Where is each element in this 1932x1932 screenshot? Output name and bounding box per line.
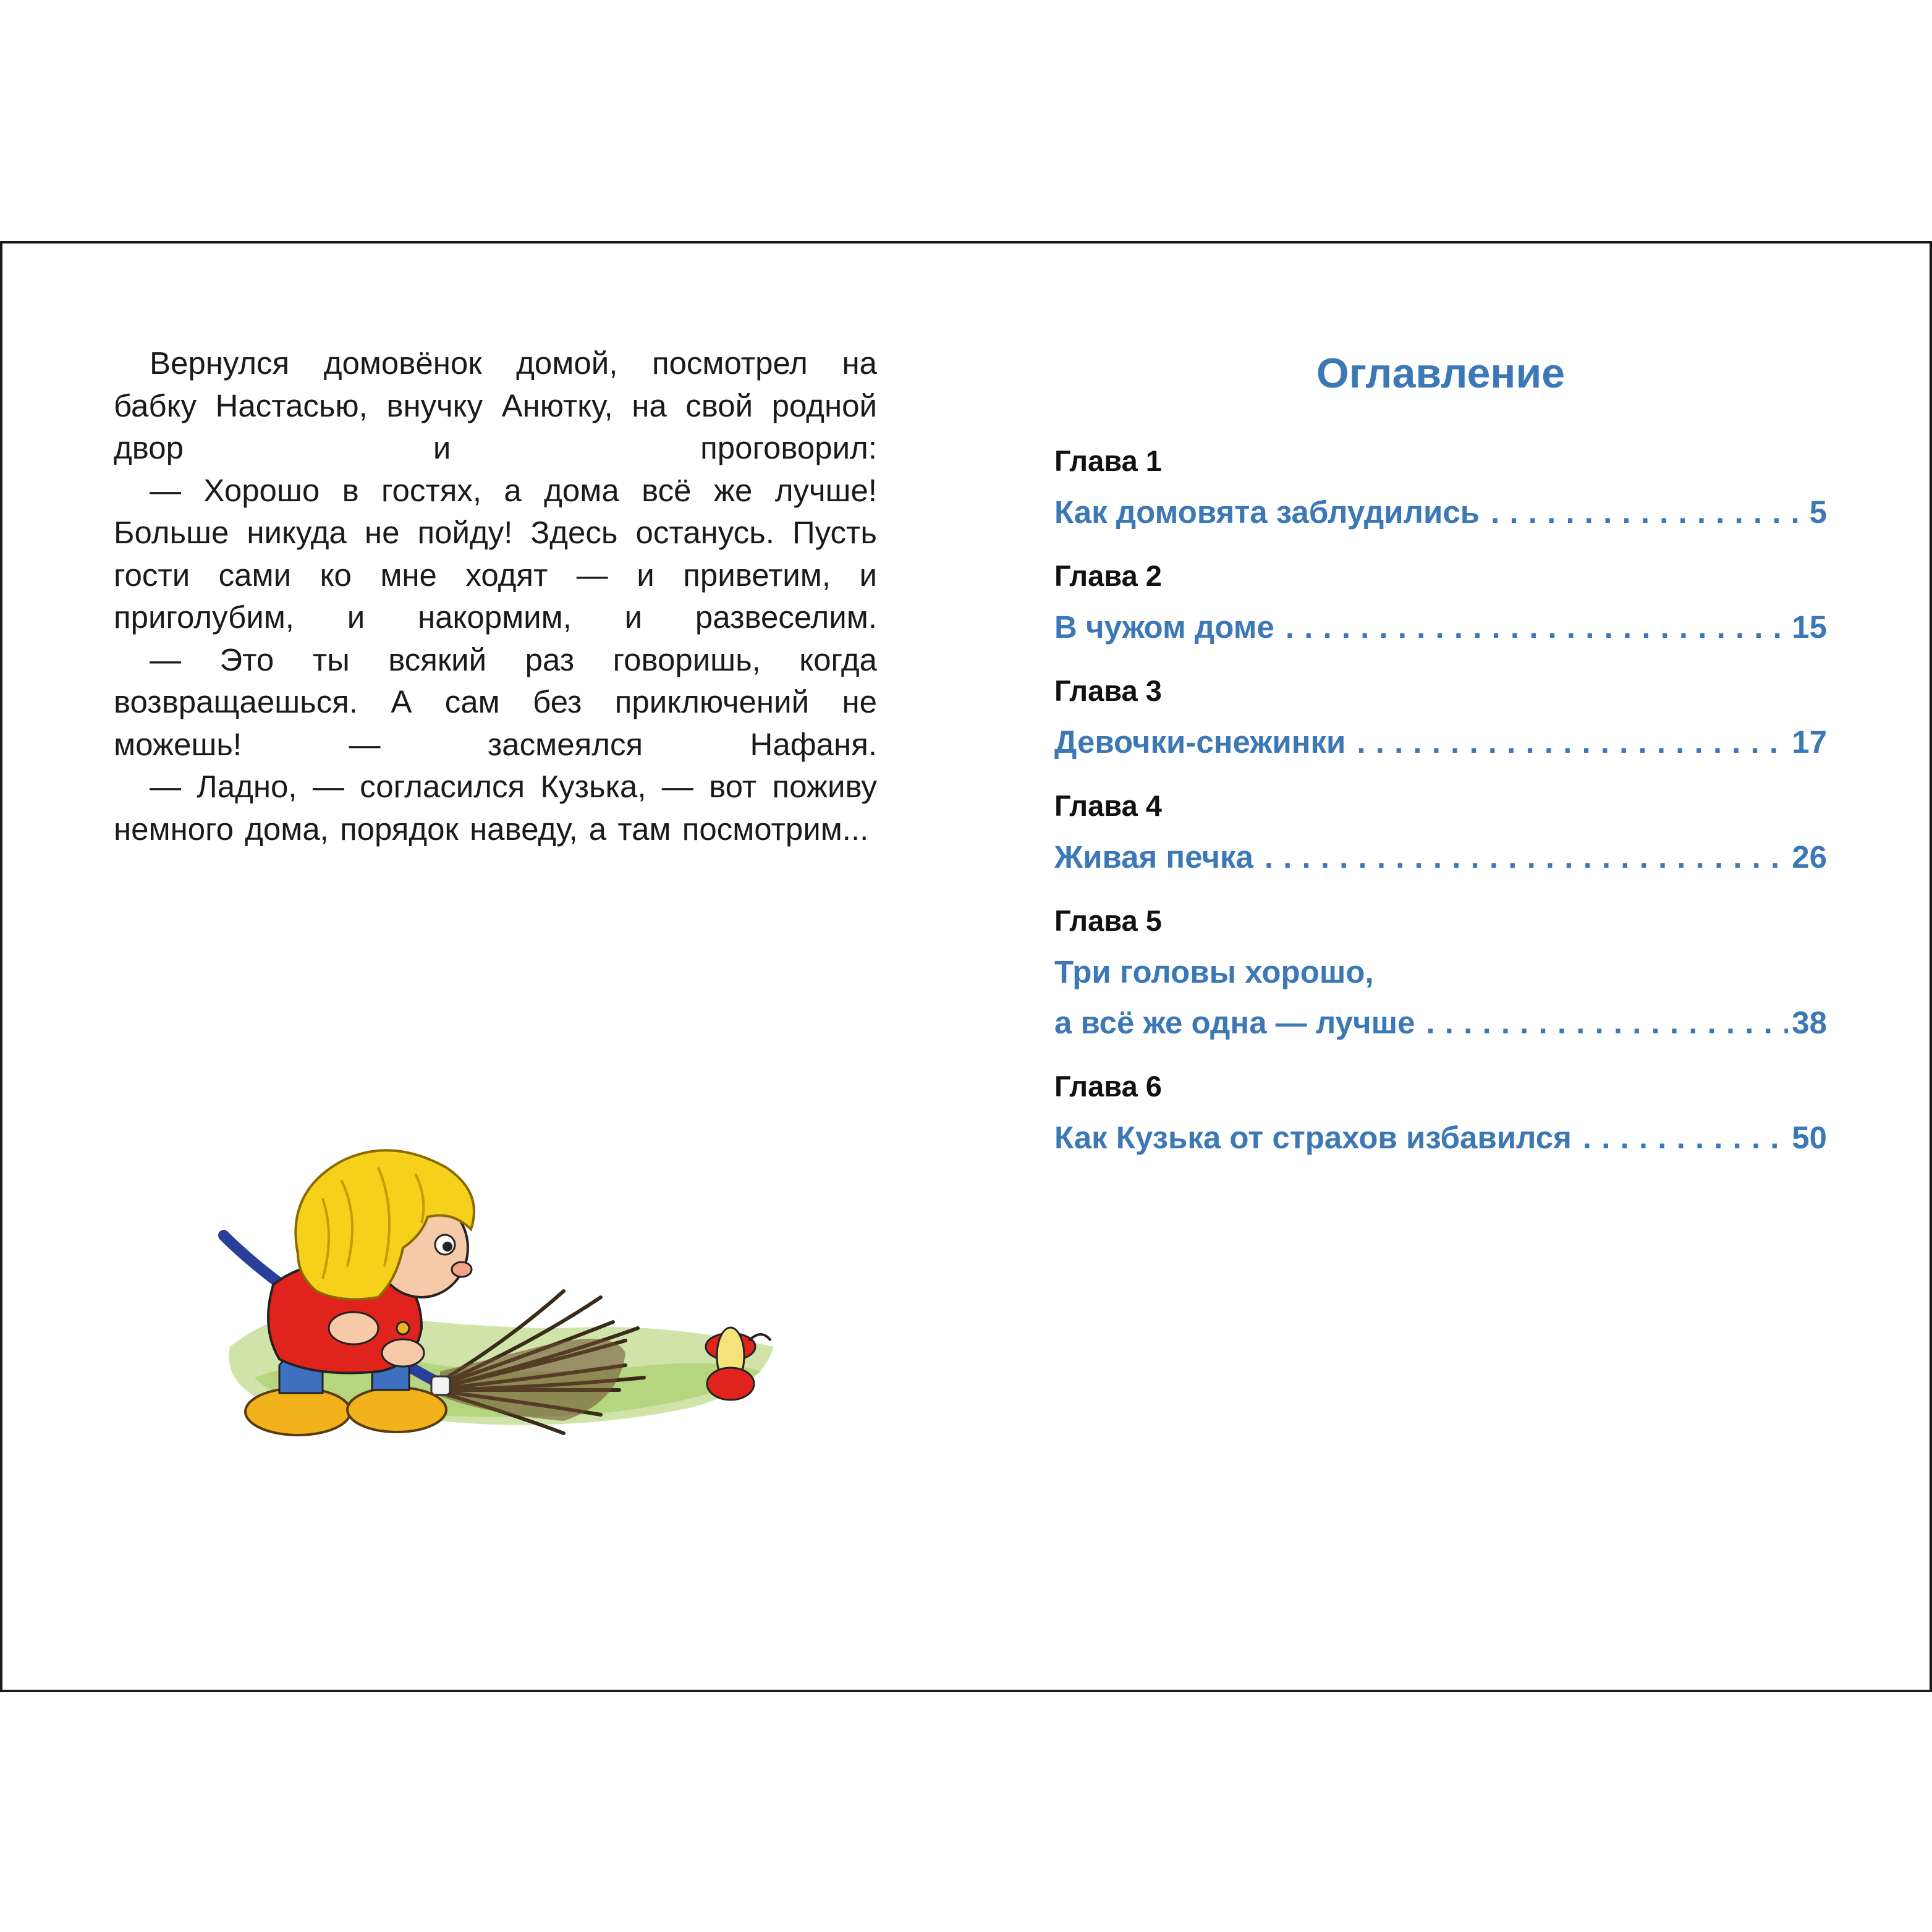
page-number: 17: [1792, 724, 1827, 760]
chapter-label: Глава 1: [1054, 444, 1162, 477]
page-number: 5: [1809, 494, 1827, 530]
story-paragraph: — Это ты всякий раз говоришь, когда возвращаешься. А сам без приключений не можешь! — засмеялся Нафаня.: [114, 642, 877, 762]
story-text: [114, 342, 877, 850]
toc-chapter-6[interactable]: [1054, 1068, 1827, 1157]
chapter-label: Глава 6: [1054, 1070, 1162, 1103]
dot-leader: [1426, 1004, 1788, 1042]
chapter-title: Девочки-снежинки: [1054, 724, 1346, 760]
dot-leader: [1583, 1119, 1788, 1157]
toc-entry[interactable]: [1054, 1119, 1827, 1157]
story-paragraph: — Хорошо в гостях, а дома всё же лучше! Больше никуда не пойду! Здесь останусь. Пусть гости сами ко мне ходят — и приветим, и приголубим, и накормим, и развеселим.: [114, 472, 877, 635]
left-shoe: [245, 1388, 350, 1435]
right-page: [1054, 349, 1827, 1183]
toc-entry[interactable]: [1054, 1004, 1827, 1042]
chapter-title: Как Кузька от страхов избавился: [1054, 1120, 1572, 1155]
chapter-label: Глава 4: [1054, 789, 1162, 822]
kuzka-sweeping-illustration: [218, 1143, 811, 1452]
dot-leader: [1265, 838, 1788, 876]
toc-chapter-3[interactable]: [1054, 672, 1827, 761]
toc-entry[interactable]: [1054, 723, 1827, 761]
page-number: 50: [1792, 1120, 1827, 1155]
dot-leader: [1286, 608, 1788, 646]
right-shoe: [347, 1388, 446, 1432]
chapter-title: В чужом доме: [1054, 609, 1274, 645]
left-page: [114, 342, 877, 850]
page-number: 38: [1792, 1005, 1827, 1040]
chapter-title-line1[interactable]: Три головы хорошо,: [1054, 954, 1374, 989]
toc-chapter-2[interactable]: [1054, 557, 1827, 646]
toc-chapter-4[interactable]: [1054, 787, 1827, 876]
toc-chapter-5[interactable]: [1054, 902, 1827, 1042]
chapter-label: Глава 5: [1054, 904, 1162, 937]
toc-title: Оглавление: [1316, 350, 1566, 397]
chapter-title: Живая печка: [1054, 839, 1253, 875]
page-number: 15: [1792, 609, 1827, 645]
toc-entry[interactable]: [1054, 608, 1827, 646]
toc-chapter-1[interactable]: [1054, 443, 1827, 532]
chapter-label: Глава 3: [1054, 674, 1162, 707]
chapter-label: Глава 2: [1054, 559, 1162, 592]
toc-entry[interactable]: [1054, 493, 1827, 532]
toc-entry[interactable]: [1054, 838, 1827, 876]
story-paragraph: Вернулся домовёнок домой, посмотрел на бабку Настасью, внучку Анютку, на свой родной двор и проговорил:: [114, 345, 877, 465]
page-number: 26: [1792, 839, 1827, 875]
dot-leader: [1357, 723, 1788, 761]
chapter-title: а всё же одна — лучше: [1054, 1005, 1415, 1040]
book-spread: [0, 241, 1932, 1692]
story-paragraph: — Ладно, — согласился Кузька, — вот поживу немного дома, порядок наведу, а там посмотрим...: [114, 769, 877, 847]
chapter-title: Как домовята заблудились: [1054, 494, 1480, 530]
dot-leader: [1491, 493, 1806, 532]
hand: [329, 1312, 378, 1344]
